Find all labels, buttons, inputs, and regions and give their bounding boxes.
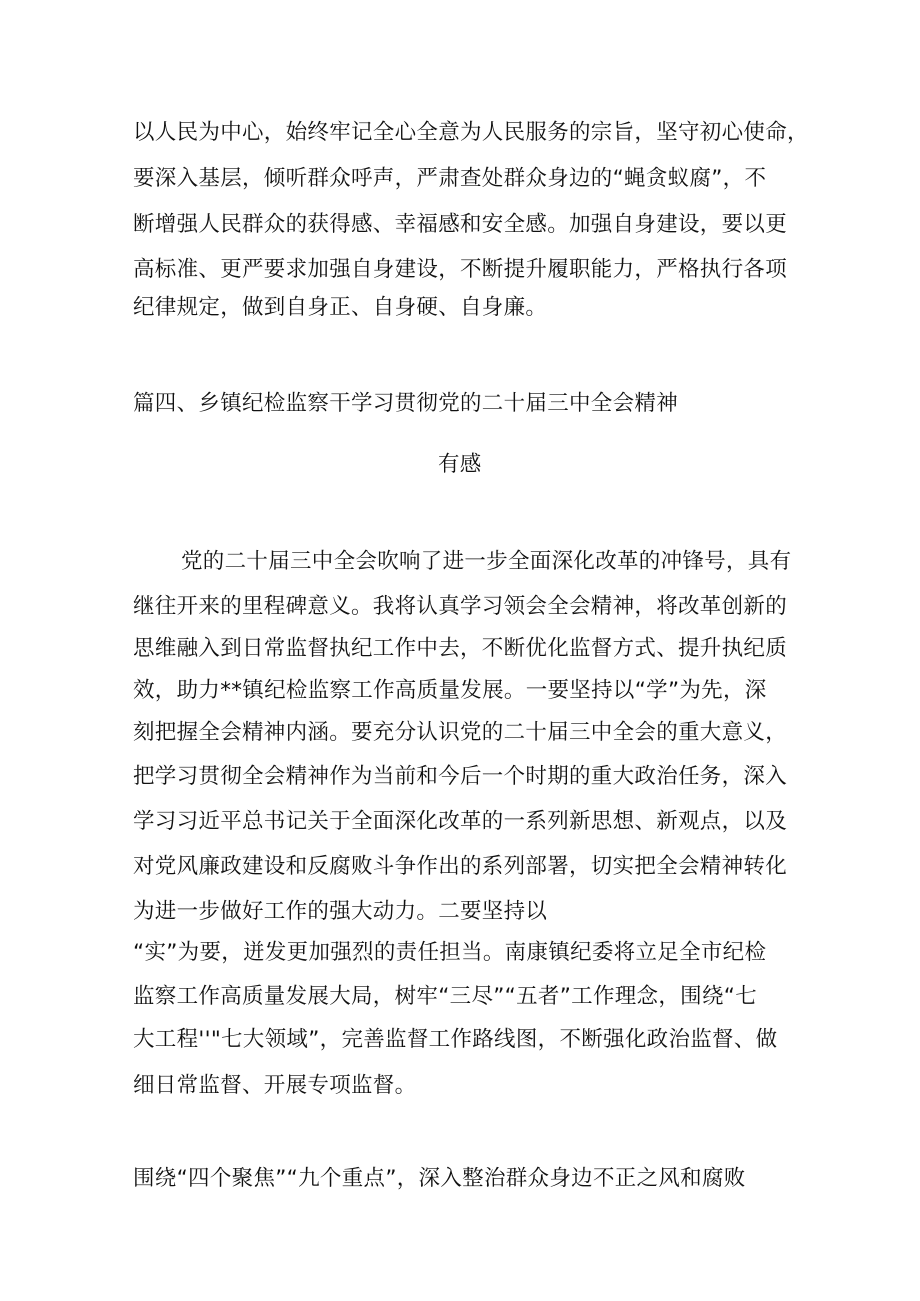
paragraph-line: 细日常监督、开展专项监督。 (133, 1073, 417, 1098)
paragraph-line: “实”为要，迸发更加强烈的责任担当。南康镇纪委将立足全市纪检 (133, 940, 767, 965)
paragraph-line: 效，助力**镇纪检监察工作高质量发展。一要坚持以“学”为先，深 (133, 678, 767, 703)
paragraph-line: 要深入基层，倾听群众呼声，严肃查处群众身边的“蝇贪蚁腐”，不 (133, 166, 767, 191)
heading-line-1: 篇四、乡镇纪检监察干学习贯彻党的二十届三中全会精神 (133, 391, 679, 416)
paragraph-line: 大工程''"七大领域”，完善监督工作路线图，不断强化政治监督、做 (133, 1027, 778, 1052)
paragraph-line: 监察工作高质量发展大局，树牢“三尽”“五者”工作理念，围绕“七 (133, 984, 757, 1009)
paragraph-line: 高标准、更严要求加强自身建设，不断提升履职能力，严格执行各项 (133, 257, 788, 282)
paragraph-line: 对党风廉政建设和反腐败斗争作出的系列部署，切实把全会精神转化 (133, 854, 788, 879)
paragraph-line: 断增强人民群众的获得感、幸福感和安全感。加强自身建设，要以更 (133, 212, 788, 237)
heading-line-2: 有感 (438, 452, 482, 477)
paragraph-line: 把学习贯彻全会精神作为当前和今后一个时期的重大政治任务，深入 (133, 764, 788, 789)
paragraph-line: 学习习近平总书记关于全面深化改革的一系列新思想、新观点，以及 (133, 809, 788, 834)
paragraph-line: 思维融入到日常监督执纪工作中去，不断优化监督方式、提升执纪质 (133, 636, 788, 661)
paragraph-line: 为进一步做好工作的强大动力。二要坚持以 (133, 899, 548, 924)
paragraph-line: 刻把握全会精神内涵。要充分认识党的二十届三中全会的重大意义， (133, 720, 788, 745)
paragraph-line: 继往开来的里程碑意义。我将认真学习领会全会精神，将改革创新的 (133, 594, 788, 619)
paragraph-line: 以人民为中心，始终牢记全心全意为人民服务的宗旨，坚守初心使命， (133, 120, 809, 145)
paragraph-line: 党的二十届三中全会吹响了进一步全面深化改革的冲锋号，具有 (181, 549, 792, 574)
paragraph-line: 纪律规定，做到自身正、自身硬、自身廉。 (133, 295, 548, 320)
paragraph-line: 围绕“四个聚焦”“九个重点”，深入整治群众身边不正之风和腐败 (133, 1166, 746, 1191)
